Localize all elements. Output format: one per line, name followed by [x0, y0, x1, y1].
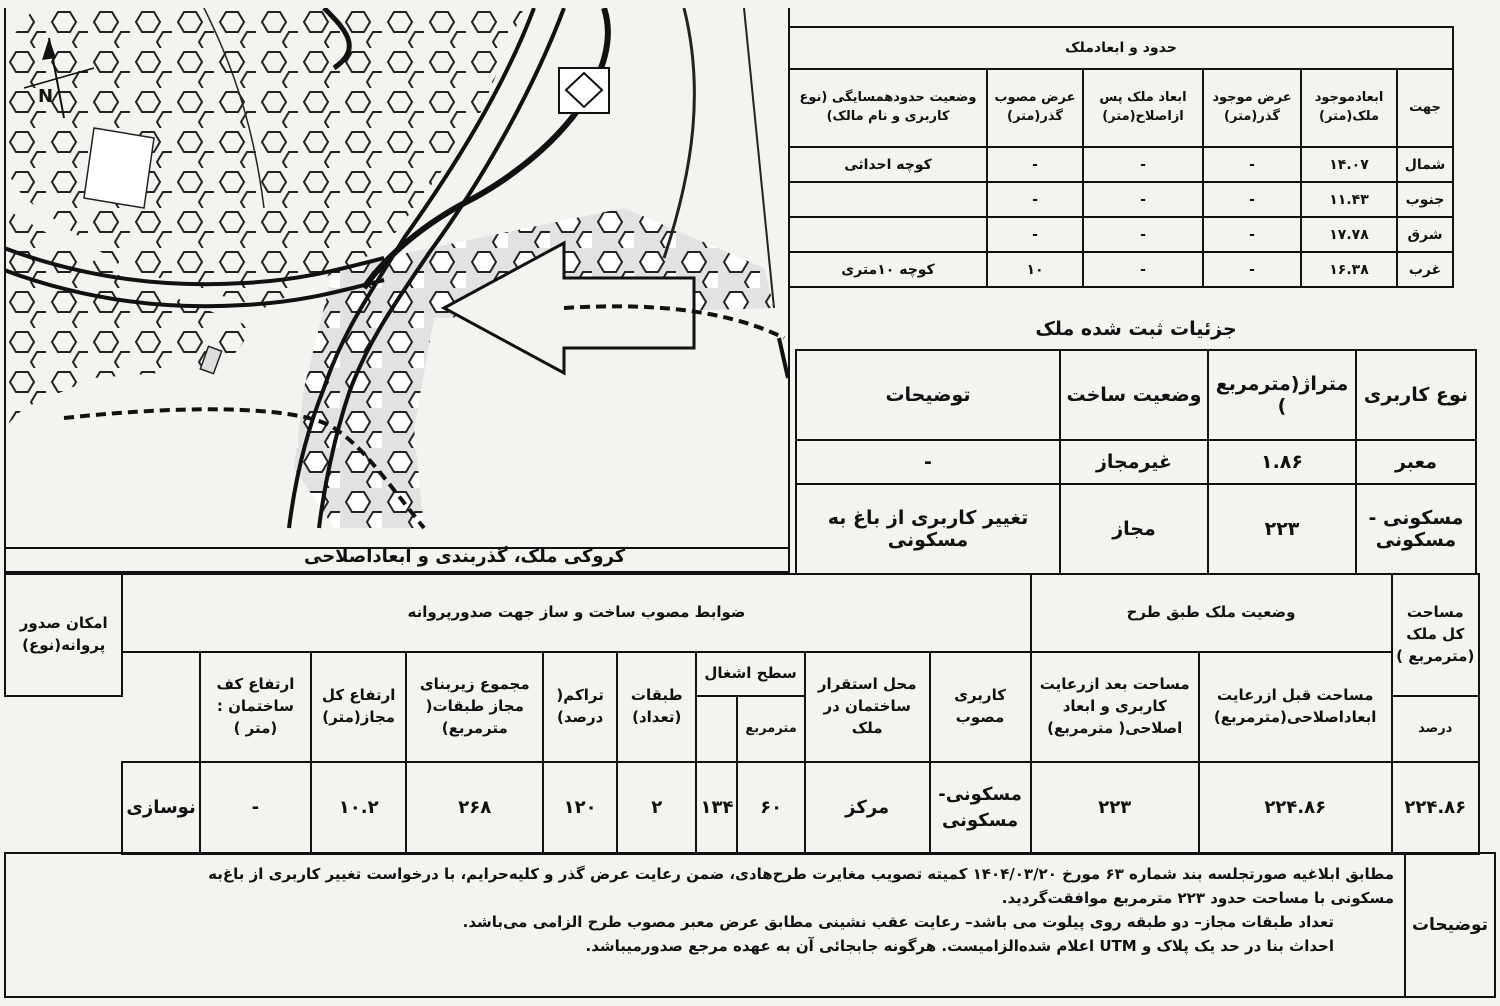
bounds-neighbor: [789, 182, 987, 217]
bounds-neighbor: کوچه ۱۰متری: [789, 252, 987, 287]
bounds-neighbor: [789, 217, 987, 252]
bounds-neighbor: کوچه احداثی: [789, 147, 987, 182]
bounds-dir: جنوب: [1397, 182, 1453, 217]
registered-area: ۱.۸۶: [1208, 440, 1356, 484]
after-label: مساحت بعد ازرعایت کاربری و ابعاد اصلاحی( مترمربع): [1031, 652, 1199, 762]
bounds-approved: -: [987, 182, 1083, 217]
bounds-dir: غرب: [1397, 252, 1453, 287]
bounds-width: -: [1203, 217, 1301, 252]
total-area-value: ۲۲۴.۸۶: [1392, 762, 1480, 854]
landuse-value: مسکونی- مسکونی: [930, 762, 1031, 854]
bounds-dir: شمال: [1397, 147, 1453, 182]
density-value: ۱۲۰: [543, 762, 617, 854]
location-label: محل استقرار ساختمان در ملک: [805, 652, 930, 762]
registered-header-desc: توضیحات: [796, 350, 1060, 440]
bounds-after: -: [1083, 147, 1203, 182]
bounds-section: [788, 26, 1454, 288]
table-row: [789, 252, 1453, 287]
table-row: [789, 147, 1453, 182]
notes-body: [6, 854, 1404, 996]
registered-title: جزئیات ثبت شده ملک: [796, 308, 1476, 350]
total-floor-label: مجموع زیربنای مجاز طبقات( مترمربع): [406, 652, 543, 762]
bounds-approved: -: [987, 217, 1083, 252]
bounds-header-neighbor: وضعیت حدودهمسایگی (نوع کاربری و نام مالک): [789, 69, 987, 147]
registered-type: معبر: [1356, 440, 1476, 484]
floor-height-label: ارتفاع کف ساختمان : (متر ): [200, 652, 311, 762]
total-floor-value: ۲۶۸: [406, 762, 543, 854]
landuse-label: کاربری مصوب: [930, 652, 1031, 762]
bounds-after: -: [1083, 182, 1203, 217]
height-label: ارتفاع کل مجاز(متر): [311, 652, 406, 762]
bounds-header-dir: جهت: [1397, 69, 1453, 147]
bounds-approved: -: [987, 147, 1083, 182]
rules-table: [4, 573, 1480, 855]
height-value: ۱۰.۲: [311, 762, 406, 854]
bounds-after: -: [1083, 252, 1203, 287]
registered-section: [795, 308, 1477, 575]
occ-percent-label: درصد: [1392, 696, 1480, 762]
table-row: [789, 182, 1453, 217]
bounds-width: -: [1203, 182, 1301, 217]
registered-area: ۲۲۳: [1208, 484, 1356, 574]
permit-label: امکان صدور پروانه(نوع): [5, 574, 122, 696]
floors-value: ۲: [617, 762, 696, 854]
permit-value: نوسازی: [122, 762, 199, 854]
total-area-label: مساحت کل ملک (مترمربع ): [1392, 574, 1480, 696]
registered-header-area: متراژ(مترمربع ): [1208, 350, 1356, 440]
bounds-approved: ۱۰: [987, 252, 1083, 287]
floor-height-value: -: [200, 762, 311, 854]
bounds-dim: ۱۱.۴۳: [1301, 182, 1397, 217]
notes-line: مسکونی با مساحت حدود ۲۲۳ مترمربع موافقت‌گردید.: [1001, 889, 1394, 907]
bounds-title: حدود و ابعادملک: [789, 27, 1453, 69]
bounds-dim: ۱۷.۷۸: [1301, 217, 1397, 252]
north-label: N: [38, 86, 54, 107]
table-row: [796, 484, 1476, 574]
map-caption: کروکی ملک، گذربندی و ابعاداصلاحی: [304, 546, 626, 567]
bounds-width: -: [1203, 147, 1301, 182]
registered-header-type: نوع کاربری: [1356, 350, 1476, 440]
status-title: وضعیت ملک طبق طرح: [1031, 574, 1392, 652]
before-value: ۲۲۴.۸۶: [1199, 762, 1392, 854]
table-row: [789, 217, 1453, 252]
registered-desc: تغییر کاربری از باغ به مسکونی: [796, 484, 1060, 574]
bounds-after: -: [1083, 217, 1203, 252]
table-row: [796, 440, 1476, 484]
registered-status: غیرمجاز: [1060, 440, 1208, 484]
bounds-header-width: عرض موجود گذر(متر): [1203, 69, 1301, 147]
occupancy-label: سطح اشغال: [696, 652, 804, 696]
notes-line: مطابق ابلاغیه صورتجلسه بند شماره ۶۳ مورخ ۱۴۰۴/۰۳/۲۰ کمیته تصویب مغایرت طرح‌هادی، ضمن رعایت عرض گذر و کلیه‌حرایم، با درخواست تغییر کاربری از باغ‌به: [208, 865, 1394, 883]
bounds-dim: ۱۶.۳۸: [1301, 252, 1397, 287]
bounds-dim: ۱۴.۰۷: [1301, 147, 1397, 182]
registered-desc: -: [796, 440, 1060, 484]
registered-table: [795, 308, 1477, 575]
bounds-header-after: ابعاد ملک پس ازاصلاح(متر): [1083, 69, 1203, 147]
notes-section: [4, 852, 1496, 998]
bounds-width: -: [1203, 252, 1301, 287]
occ-percent-value: ۶۰: [737, 762, 804, 854]
table-row: [5, 762, 1479, 854]
notes-line: تعداد طبقات مجاز– دو طبقه روی پیلوت می باشد– رعایت عقب نشینی مطابق عرض معبر مصوب طرح الزامی می‌باشد.: [462, 913, 1334, 931]
rules-title: ضوابط مصوب ساخت و ساز جهت صدورپروانه: [122, 574, 1030, 652]
bounds-header-approved: عرض مصوب گذر(متر): [987, 69, 1083, 147]
registered-type: مسکونی - مسکونی: [1356, 484, 1476, 574]
bounds-header-dim: ابعادموجود ملک(متر): [1301, 69, 1397, 147]
bounds-dir: شرق: [1397, 217, 1453, 252]
occ-sqm-value: ۱۳۴: [696, 762, 737, 854]
density-label: تراکم( درصد): [543, 652, 617, 762]
notes-line: احداث بنا در حد یک پلاک و UTM اعلام شده‌الزامیست. هرگونه جابجائی آن به عهده مرجع صدورمیباشد.: [585, 937, 1334, 955]
map-frame: [4, 8, 790, 573]
before-label: مساحت قبل ازرعایت ابعاداصلاحی(مترمربع): [1199, 652, 1392, 762]
floors-label: طبقات (تعداد): [617, 652, 696, 762]
notes-label: توضیحات: [1404, 854, 1494, 996]
occ-sqm-label: مترمربع: [737, 696, 804, 762]
registered-header-status: وضعیت ساخت: [1060, 350, 1208, 440]
location-value: مرکز: [805, 762, 930, 854]
bounds-table: [788, 26, 1454, 288]
after-value: ۲۲۳: [1031, 762, 1199, 854]
registered-status: مجاز: [1060, 484, 1208, 574]
rules-section: [4, 573, 1480, 855]
